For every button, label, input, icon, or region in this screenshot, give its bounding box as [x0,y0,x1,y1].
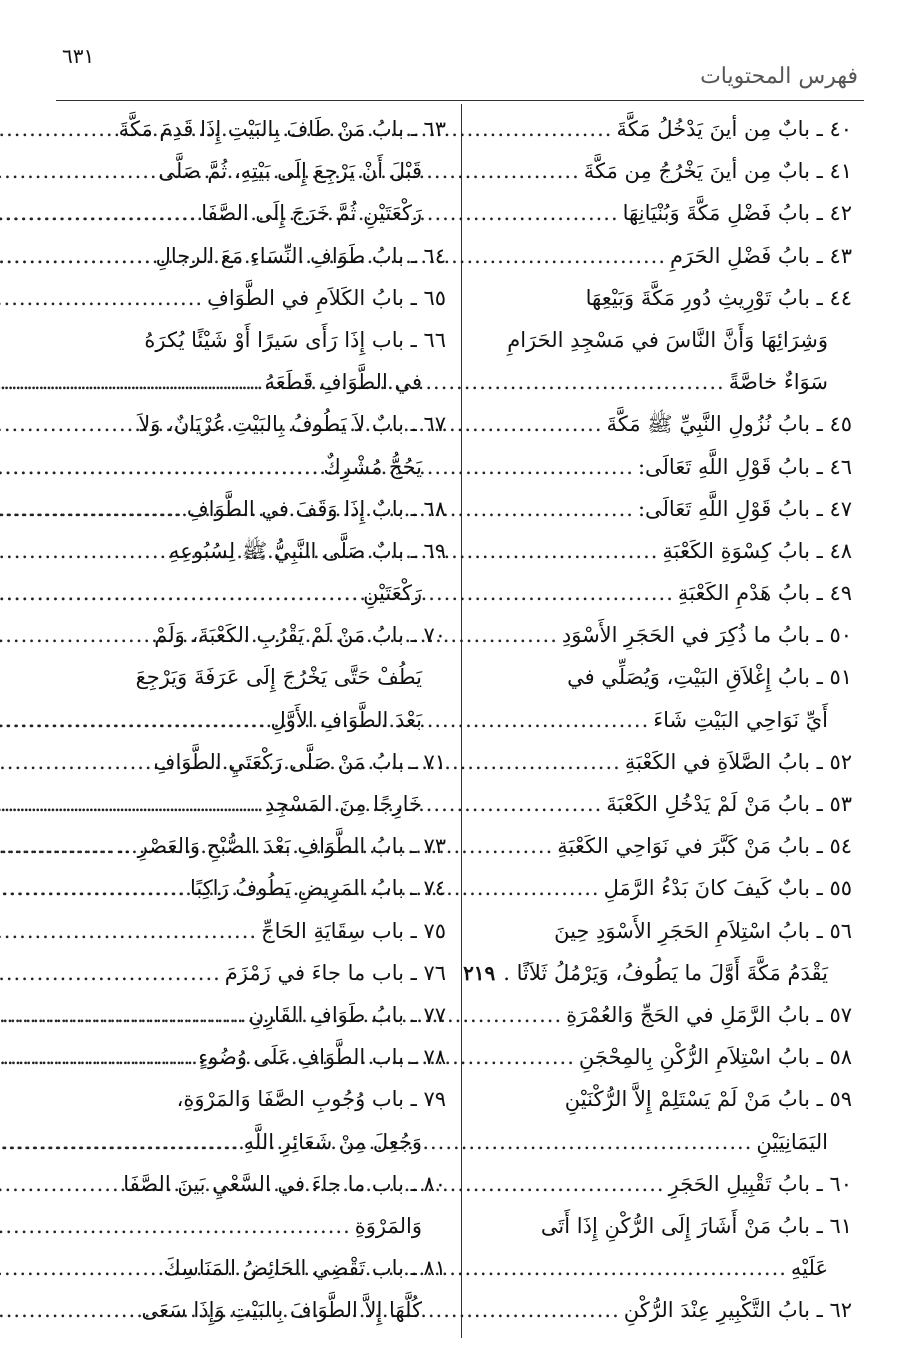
toc-entry-title: بَعْدَ الطَّوَافِ الأَوَّلِ [270,707,422,732]
toc-entry [58,403,446,445]
toc-entry-title: ٥٣ ـ بابُ مَنْ لَمْ يَدْخُلِ الكَعْبَةَ [606,792,852,816]
toc-entry [58,867,446,909]
toc-entry-title: وَشِرَائِهَا وَأَنَّ النَّاسَ في مَسْجِدِ الحَرَامِ [507,327,828,352]
running-header-title: فهرس المحتويات [700,64,858,89]
toc-entry-title: رَكْعَتَيْنِ [363,581,422,606]
toc-entry-title: رَكْعَتَيْنِ ثُمَّ خَرَجَ إِلَى الصَّفَا [201,201,422,226]
toc-entry [470,361,852,403]
toc-entry [58,488,446,530]
toc-entry-title: اليَمَانِيَيْنِ [756,1129,828,1154]
dot-leader [0,825,114,867]
toc-entry [470,1078,852,1120]
toc-entry-title: ٧٨ ـ باب الطَّوَافِ عَلَى وُضُوءٍ [198,1045,446,1070]
toc-entry [470,741,852,783]
toc-entry-title: خَارِجًا مِنَ المَسْجِدِ [264,792,422,816]
header-rule [56,100,864,101]
toc-entry-title: ٥٤ ـ بابُ مَنْ كَبَّرَ في نَوَاحِي الكَعْبَةِ [557,834,852,859]
toc-entry-title: ٦٧ ـ بابٌ لاَ يَطُوفُ بِالبَيْتِ عُرْيَانٌ، وَلاَ [138,412,446,437]
toc-page-number: ٢١٩ [463,960,496,985]
dot-leader [0,699,267,741]
dot-leader [0,910,257,952]
toc-entry [470,699,852,741]
toc-entry-title: قَبْلَ أَنْ يَرْجِعَ إِلَى بَيْتِهِ، ثُمَّ صَلَّى [158,159,422,184]
toc-entry [58,530,446,572]
toc-entry [58,361,446,403]
toc-entry-title: ٤٦ ـ بابُ قَوْلِ اللَّهِ تَعَالَى: [637,454,852,479]
dot-leader [0,867,186,909]
dot-leader [0,572,359,614]
toc-entry [470,1289,852,1331]
toc-entry-title: ٥٥ ـ بابٌ كَيفَ كانَ بَدْءُ الرَّمَلِ [603,876,852,901]
dot-leader [0,1205,351,1247]
toc-entry [58,235,446,277]
right-column [463,108,852,1331]
dot-leader [0,235,152,277]
toc-entry-title: ٤٤ ـ بابُ تَوْرِيثِ دُورِ مَكَّةَ وَبَيْعِهَا [585,285,852,310]
toc-entry-title: ٦٥ ـ بابُ الكَلاَمِ في الطَّوَافِ [207,285,446,310]
dot-leader [0,277,203,319]
toc-entry-title: يَقْدَمُ مَكَّةَ أَوَّلَ ما يَطُوفُ، وَيَرْمُلُ ثَلاَثًا . [503,960,828,985]
toc-entry [470,530,852,572]
toc-entry [58,952,446,994]
toc-entry-title: ٦٤ ـ بابُ طَوَافِ النِّسَاءِ مَعَ الرجالِ [155,243,446,268]
toc-entry [470,488,852,530]
toc-entry [470,403,852,445]
toc-entry [58,192,446,234]
toc-entry-title: كُلَّهَا إِلاَّ الطَّوَافَ بِالبَيْتِ وَإِذَا سَعَى [141,1298,422,1323]
toc-entry [470,150,852,192]
toc-entry [58,783,446,825]
toc-entry-title: ٥٢ ـ بابُ الصَّلاَةِ في الكَعْبَةِ [624,749,852,774]
toc-entry-title: وَجُعِلَ مِنْ شَعَائِرِ اللَّهِ [243,1129,422,1154]
toc-entry [58,572,446,614]
toc-entry-title: ٧٩ ـ باب وُجُوبِ الصَّفَا وَالمَرْوَةِ، [176,1087,446,1112]
toc-entry [58,150,446,192]
dot-leader [0,1121,240,1163]
toc-entry [470,1205,852,1247]
toc-entry [463,952,852,994]
toc-entry-title: يَحُجُّ مُشْرِكٌ [323,454,422,479]
toc-entry-title: ٧١ ـ بابُ مَنْ صَلَّى رَكْعَتَيِ الطَّوَافِ [153,749,446,774]
toc-entry [470,910,852,952]
toc-entry [58,446,446,488]
toc-entry [470,1121,852,1163]
toc-entry-title: ٤٧ ـ بابُ قَوْلِ اللَّهِ تَعَالَى: [637,496,852,521]
toc-entry-title: أَيِّ نَوَاحِي البَيْتِ شَاءَ [653,707,828,732]
dot-leader [0,192,197,234]
toc-entry-title: ٦٨ ـ بابٌ إِذَا وَقَفَ في الطَّوَافِ [186,496,446,521]
toc-entry [58,1036,446,1078]
toc-entry [470,1163,852,1205]
toc-entry [470,867,852,909]
toc-entry-title: ٥٦ ـ بابُ اسْتِلاَمِ الحَجَرِ الأَسْوَدِ حِينَ [554,918,852,943]
toc-entry [58,910,446,952]
toc-entry [470,572,852,614]
toc-entry-title: ٧٣ ـ بابُ الطَّوَافِ بَعْدَ الصُّبْحِ وَالعَصْرِ .. [117,834,446,859]
toc-entry-title: ٥٧ ـ بابُ الرَّمَلِ في الحَجِّ وَالعُمْرَةِ [566,1002,852,1027]
toc-entry-title: ٤٨ ـ بابُ كِسْوَةِ الكَعْبَةِ [662,538,852,563]
toc-entry-title: يَطُفْ حَتَّى يَخْرُجَ إِلَى عَرَفَةَ وَيَرْجِعَ [135,665,422,690]
left-column [58,108,446,1331]
toc-entry-title: ٥٨ ـ بابُ اسْتِلاَمِ الرُّكْنِ بِالمِحْجَنِ [578,1045,852,1070]
toc-entry [58,1247,446,1289]
toc-entry-title: ٦٩ ـ بابٌ صَلَّى النَّبِيُّ ﷺ لِسُبُوعِهِ [169,538,446,563]
page-number: ٦٣١ [62,44,95,68]
dot-leader [0,1036,194,1078]
toc-entry [58,277,446,319]
toc-entry-title: سَوَاءٌ خاصَّةً [728,370,828,395]
toc-entry-title: ٤٢ ـ بابُ فَضْلِ مَكَّةَ وَبُنْيَانِهَا [622,201,852,226]
toc-entry [470,277,852,319]
toc-entry [470,783,852,825]
toc-entry [470,235,852,277]
dot-leader [0,446,319,488]
toc-entry [470,614,852,656]
toc-entry-title: ٦١ ـ بابُ مَنْ أَشَارَ إِلَى الرُّكْنِ إِذَا أَتَى [540,1213,852,1238]
toc-entry-title: ٦٦ ـ باب إِذَا رَأَى سَيرًا أَوْ شَيْئًا يُكرَهُ [144,327,446,352]
toc-entry [470,192,852,234]
toc-entry-title: ٧٦ ـ باب ما جاءَ في زَمْزَمَ [224,960,446,985]
toc-entry [58,614,446,656]
toc-entry [58,699,446,741]
toc-entry [58,1289,446,1331]
toc-entry-title: ٤٩ ـ بابُ هَدْمِ الكَعْبَةِ [677,581,852,606]
toc-entry-title: ٤٥ ـ بابُ نُزُولِ النَّبِيِّ ﷺ مَكَّةَ [606,412,852,437]
toc-entry-title: ٥٩ ـ بابُ مَنْ لَمْ يَسْتَلِمْ إِلاَّ الرُّكْنَيْنِ [564,1087,852,1112]
toc-entry [58,319,446,361]
dot-leader [0,994,245,1036]
toc-entry [470,1247,852,1289]
dot-leader [0,952,221,994]
toc-entry [470,446,852,488]
toc-entry [58,1205,446,1247]
toc-entry-title: ٦٠ ـ بابُ تَقْبِيلِ الحَجَرِ [668,1171,852,1196]
toc-entry-title: ٨١ ـ باب تَقْضِي الحَائِضُ المَنَاسِكَ [163,1256,446,1281]
toc-entry-title: ٨٠ ـ باب ما جاءَ في السَّعْيِ بَينَ الصَّفَا [123,1171,446,1196]
toc-entry [58,656,446,698]
toc-entry [58,825,446,867]
toc-entry [58,1121,446,1163]
toc-entry [58,108,446,150]
toc-entry-title: ٧٠ ـ بابُ مَنْ لَمْ يَقْرُبِ الكَعْبَةَ، وَلَمْ [154,623,446,648]
dot-leader [0,783,261,825]
toc-entry [470,1036,852,1078]
toc-entry-title: ٤١ ـ بابٌ مِن أينَ يَخْرُجُ مِن مَكَّةَ [583,159,852,184]
dot-leader [0,488,183,530]
toc-entry-title: في الطَّوَافِ قَطَعَهُ [264,370,422,395]
toc-entry-title: وَالمَرْوَةِ [354,1213,422,1238]
toc-entry [470,994,852,1036]
toc-entry-title: ٧٧ ـ بابُ طَوَافِ القَارِنِ [248,1002,446,1027]
toc-entry [470,319,852,361]
toc-entry [470,825,852,867]
toc-entry-title: ٤٠ ـ بابٌ مِن أينَ يَدْخُلُ مَكَّةَ [616,117,852,141]
toc-entry [58,1078,446,1120]
toc-entry-title: عَلَيْهِ [790,1256,828,1281]
toc-entry [58,1163,446,1205]
toc-entry-title: ٥١ ـ بابُ إِغْلاَقِ البَيْتِ، وَيُصَلِّي في [567,665,852,690]
toc-entry-title: ٧٤ ـ بابُ المَرِيضِ يَطُوفُ رَاكِبًا [189,876,446,901]
toc-entry [470,108,852,150]
toc-entry-title: ٥٠ ـ بابُ ما ذُكِرَ في الحَجَرِ الأَسْوَدِ [561,623,852,648]
toc-entry-title: ٦٣ ـ بابُ مَنْ طَافَ بِالبَيْتِ إِذَا قَدِمَ مَكَّةَ [118,117,446,141]
toc-entry-title: ٤٣ ـ بابُ فَضْلِ الحَرَمِ [670,243,852,268]
toc-entry-title: ٦٢ ـ بابُ التَّكْبِيرِ عِنْدَ الرُّكْنِ [623,1298,852,1323]
dot-leader [0,361,261,403]
toc-entry-title: ٧٥ ـ باب سِقَايَةِ الحَاجِّ [261,918,446,943]
toc-entry [58,741,446,783]
toc-entry [470,656,852,698]
toc-entry [58,994,446,1036]
